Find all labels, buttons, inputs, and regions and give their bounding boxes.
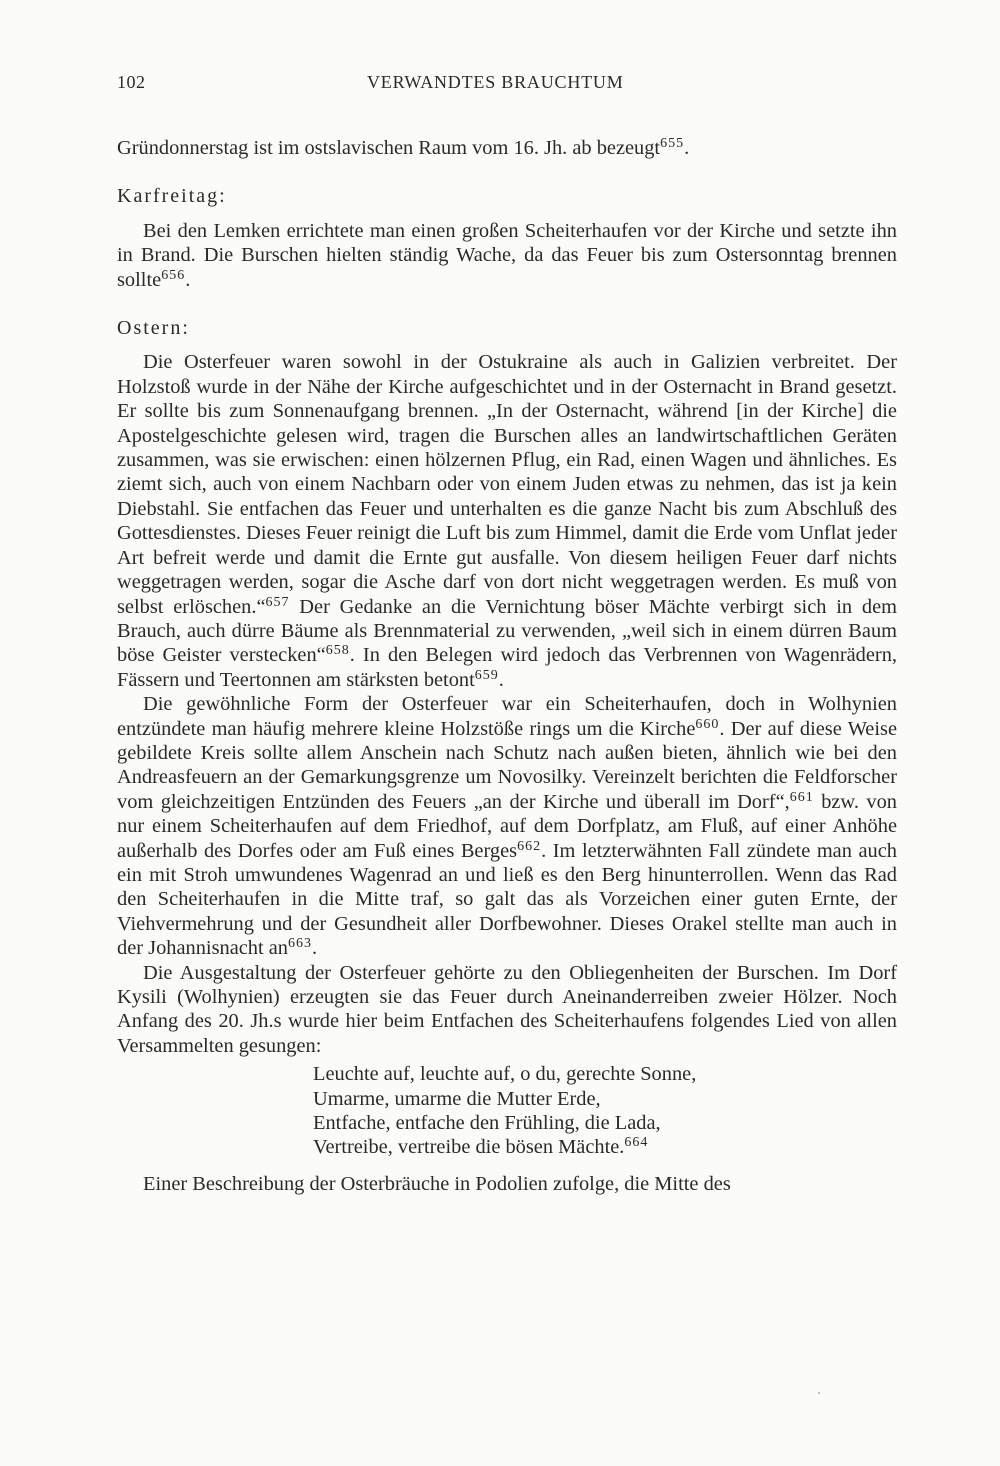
footnote-ref-662: 662 — [517, 838, 542, 854]
page-header — [117, 72, 897, 102]
poem-line-2: Umarme, umarme die Mutter Erde, — [313, 1087, 601, 1110]
poem-line-1: Leuchte auf, leuchte auf, o du, gerechte Sonne, — [313, 1063, 697, 1086]
paragraph-text: . Der auf diese Weise gebildete Kreis sollte allem Anschein nach Schutz nach außen bieten, ähnlich wie bei den Andreasfeuern an der Gemarkungsgrenze um Novosilky. Vereinzelt berichten die Feldforscher vom gleichzeitigen Entzünden des Feuers „an der Kirche und überall im Dorf“, — [117, 717, 898, 813]
paragraph-text: Der Gedanke an die Vernichtung böser Mächte verbirgt sich in dem Brauch, auch dürre Bäume als Brennmaterial zu verwenden, „weil sich in einem dürren Baum böse Geister verstecken“ — [117, 595, 897, 667]
karfreitag-paragraph — [117, 219, 897, 292]
book-page — [117, 72, 897, 1196]
paragraph-text: Einer Beschreibung der Osterbräuche in Podolien zufolge, die Mitte des — [143, 1172, 731, 1195]
poem-line-3: Entfache, entfache den Frühling, die Lada, — [313, 1112, 661, 1135]
paragraph-text: . Im letzterwähnten Fall zündete man auch ein mit Stroh umwundenes Wagenrad an und ließ es den Berg hinunterrollen. Wenn das Rad den Scheiterhaufen in die Mitte traf, so galt das als Vorzeichen einer guten Ernte, der Viehvermehrung und der Gesundheit aller Dorfbewohner. Dieses Orakel stellte man auch in der Johannisnacht an — [117, 839, 897, 960]
intro-paragraph — [117, 136, 897, 160]
running-head: VERWANDTES BRAUCHTUM — [367, 72, 624, 92]
body-text — [117, 136, 897, 1196]
footnote-ref-655: 655 — [660, 136, 685, 151]
paragraph-text: . — [185, 268, 191, 291]
paragraph-text: . — [498, 668, 504, 691]
footnote-ref-656: 656 — [161, 267, 186, 283]
ostern-paragraph-3 — [117, 961, 897, 1059]
paragraph-text: Die Ausgestaltung der Osterfeuer gehörte zu den Obliegenheiten der Burschen. Im Dorf Kysili (Wolhynien) erzeugten sie das Feuer durch Aneinanderreiben zweier Hölzer. Noch Anfang des 20. Jh.s wurde hier beim Entfachen des Scheiterhaufens folgendes Lied von allen Versammelten gesungen: — [117, 961, 897, 1057]
scan-speck — [818, 1392, 820, 1394]
ostern-paragraph-2 — [117, 692, 897, 960]
paragraph-text: . — [312, 937, 318, 960]
ostern-paragraph-4 — [117, 1172, 897, 1196]
intro-tail: . — [684, 137, 690, 159]
song-quote — [313, 1062, 897, 1160]
footnote-ref-663: 663 — [288, 936, 313, 952]
paragraph-text: . In den Belegen wird jedoch das Verbrennen von Wagenrädern, Fässern und Teertonnen am stärksten betont — [117, 644, 897, 691]
poem-line-4-text: Vertreibe, vertreibe die bösen Mächte. — [313, 1136, 625, 1159]
section-heading-karfreitag: Karfreitag: — [117, 185, 227, 208]
paragraph-text: Die Osterfeuer waren sowohl in der Ostukraine als auch in Galizien verbreitet. Der Holzstoß wurde in der Nähe der Kirche aufgeschichtet und in der Osternacht in Brand gesetzt. Er sollte bis zum Sonnenaufgang brennen. „In der Osternacht, während [in der Kirche] die Apostelgeschichte gelesen wird, tragen die Burschen alles an landwirtschaftlichen Geräten zusammen, was sie erwischen: einen hölzernen Pflug, ein Rad, einen Wagen und ähnliches. Es ziemt sich, auch von einem Nachbarn oder von einem Juden etwas zu nehmen, das ist ja kein Diebstahl. Sie entfachen das Feuer und unterhalten es die ganze Nacht bis zum Abschluß des Gottesdienstes. Dieses Feuer reinigt die Luft bis zum Himmel, damit die Erde vom Unflat jeder Art befreit werde und damit die Ernte gut ausfalle. Von diesem heiligen Feuer darf nichts weggetragen werden, sogar die Asche darf von dort nicht weggetragen werden. Es muß von selbst erlöschen.“ — [117, 351, 897, 618]
intro-text: Gründonnerstag ist im ostslavischen Raum vom 16. Jh. ab bezeugt — [117, 137, 661, 159]
paragraph-text: Bei den Lemken errichtete man einen großen Scheiterhaufen vor der Kirche und setzte ihn in Brand. Die Burschen hielten ständig Wache, da das Feuer bis zum Ostersonntag brennen sollte — [117, 219, 897, 291]
footnote-ref-657: 657 — [265, 594, 290, 610]
footnote-ref-660: 660 — [695, 716, 720, 732]
poem-line-4 — [313, 1135, 897, 1159]
paragraph-text: Die gewöhnliche Form der Osterfeuer war ein Scheiterhaufen, doch in Wolhynien entzündete man häufig mehrere kleine Holzstöße rings um die Kirche — [117, 693, 897, 740]
footnote-ref-661: 661 — [789, 789, 814, 805]
page-number: 102 — [117, 72, 146, 92]
paragraph-text: bzw. von nur einem Scheiterhaufen auf dem Friedhof, auf dem Dorfplatz, am Fluß, auf einer Anhöhe außerhalb des Dorfes oder am Fuß eines Berges — [117, 790, 897, 862]
section-heading-ostern: Ostern: — [117, 317, 190, 340]
footnote-ref-658: 658 — [325, 643, 350, 659]
footnote-ref-659: 659 — [474, 667, 499, 683]
ostern-paragraph-1 — [117, 350, 897, 692]
footnote-ref-664: 664 — [624, 1135, 649, 1151]
